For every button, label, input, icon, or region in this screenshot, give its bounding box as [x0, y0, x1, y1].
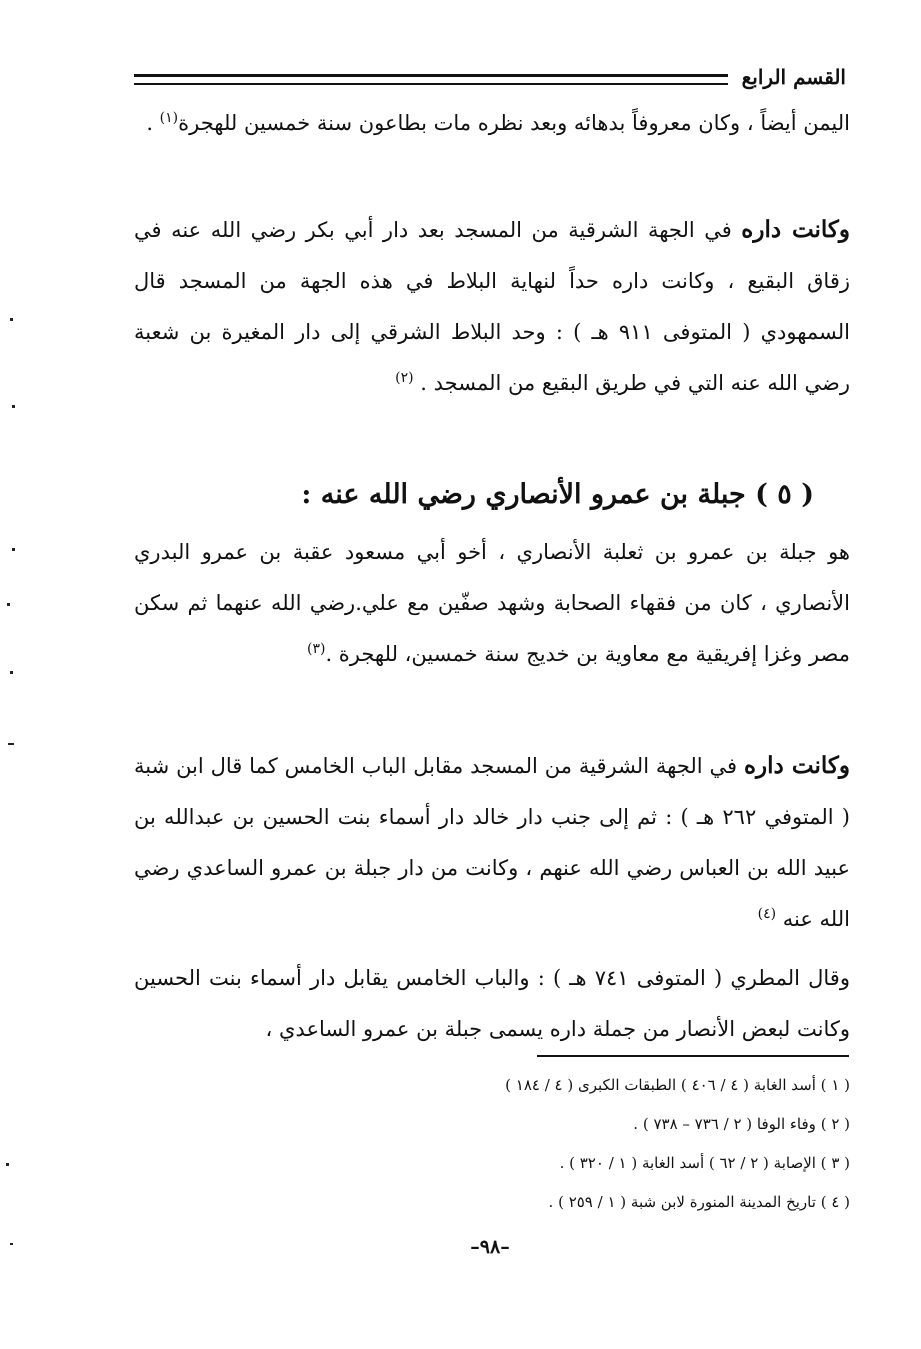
footnote-3: ( ٣ ) الإصابة ( ٢ / ٦٢ ) أسد الغابة ( ١ / ٣٢٠ ) . [559, 1154, 850, 1172]
scan-speck [12, 548, 15, 551]
footnote-separator [537, 1055, 849, 1057]
biography-heading: ( ٥ ) جبلة بن عمرو الأنصاري رضي الله عنه : [301, 479, 814, 510]
scan-speck [12, 405, 15, 408]
scan-speck [8, 743, 14, 745]
paragraph-3 [134, 527, 850, 680]
paragraph-4 [134, 740, 850, 945]
paragraph-2 [134, 204, 850, 409]
footnote-4: ( ٤ ) تاريخ المدينة المنورة لابن شبة ( ١ / ٢٥٩ ) . [548, 1193, 850, 1211]
footnote-ref-2: (٢) [395, 370, 414, 386]
paragraph-5-text: وقال المطري ( المتوفى ٧٤١ هـ ) : والباب الخامس يقابل دار أسماء بنت الحسين وكانت لبعض الأنصار من جملة داره يسمى جبلة بن عمرو الساعدي ، [134, 966, 850, 1041]
running-header [134, 62, 846, 92]
paragraph-1-end: . [146, 111, 160, 135]
paragraph-3-text: هو جبلة بن عمرو بن ثعلبة الأنصاري ، أخو أبي مسعود عقبة بن عمرو البدري الأنصاري ، كان من فقهاء الصحابة وشهد صفّين مع علي.رضي الله عنهما ثم سكن مصر وغزا إفريقية مع معاوية بن خديج سنة خمسين، للهجرة . [134, 540, 850, 666]
footnotes [300, 1066, 850, 1222]
paragraph-4-text: في الجهة الشرقية من المسجد مقابل الباب الخامس كما قال ابن شبة ( المتوفي ٢٦٢ هـ ) : ثم إلى جنب دار خالد دار أسماء بنت الحسين بن عبدالله بن عبيد الله بن العباس رضي الله عنهم ، وكانت من دار جبلة بن عمرو الساعدي رضي الله عنه [134, 754, 850, 931]
footnote-ref-1: (١) [159, 110, 179, 126]
footnote-ref-3: (٣) [306, 641, 326, 657]
scan-speck [10, 318, 13, 321]
header-rule [134, 74, 728, 85]
paragraph-5 [134, 953, 850, 1055]
paragraph-2-lead: وكانت داره [741, 216, 850, 243]
footnote-1: ( ١ ) أسد الغابة ( ٤ / ٤٠٦ ) الطبقات الكبرى ( ٤ / ١٨٤ ) [505, 1076, 850, 1094]
paragraph-2-text: في الجهة الشرقية من المسجد بعد دار أبي بكر رضي الله عنه في زقاق البقيع ، وكانت داره حداً لنهاية البلاط في هذه الجهة من المسجد قال السمهودي ( المتوفى ٩١١ هـ ) : وحد البلاط الشرقي إلى دار المغيرة بن شعبة رضي الله عنه التي في طريق البقيع من المسجد . [134, 218, 850, 395]
section-title: القسم الرابع [741, 65, 846, 89]
scan-speck [10, 1243, 13, 1245]
scan-speck [6, 1163, 9, 1166]
scan-speck [7, 603, 10, 606]
paragraph-4-lead: وكانت داره [743, 752, 850, 779]
page-number: –٩٨– [470, 1236, 510, 1258]
footnote-ref-4: (٤) [757, 906, 777, 922]
paragraph-1-text: اليمن أيضاً ، وكان معروفاً بدهائه وبعد نظره مات بطاعون سنة خمسين للهجرة [178, 111, 850, 135]
scan-speck [10, 671, 13, 674]
footnote-2: ( ٢ ) وفاء الوفا ( ٢ / ٧٣٦ – ٧٣٨ ) . [633, 1115, 850, 1133]
paragraph-1 [134, 98, 850, 149]
